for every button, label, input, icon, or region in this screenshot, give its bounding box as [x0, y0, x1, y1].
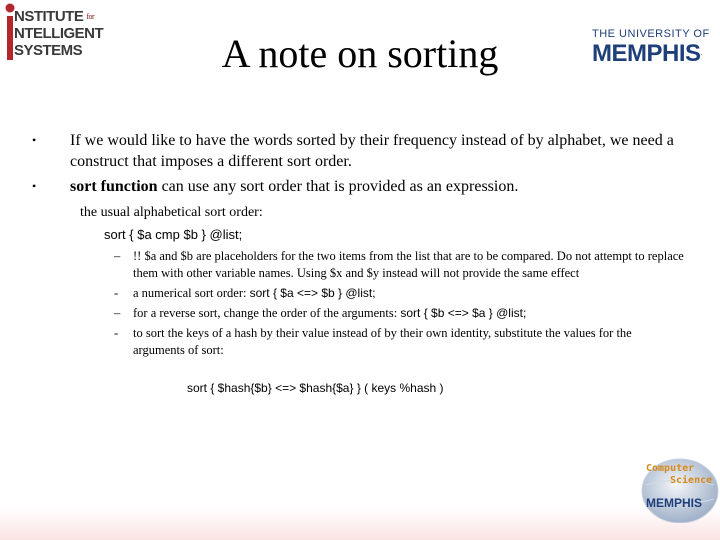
code-numerical-sort: sort { $a <=> $b } @list;: [249, 286, 376, 300]
sub-item-placeholders: [114, 248, 684, 282]
bullet-text: can use any sort order that is provided as an expression.: [157, 178, 519, 195]
bullet-bold-term: sort function: [70, 178, 158, 195]
sub-item-marker: -: [114, 286, 119, 300]
sub-item-text: to sort the keys of a hash by their value instead of by their own identity, substitute the values for the arguments of sort:: [133, 326, 632, 357]
page-title: A note on sorting: [221, 31, 499, 76]
sub-item-marker: –: [114, 306, 121, 320]
sub-item-text: !! $a and $b are placeholders for the two items from the list that are to be compared. Do not attempt to replace them with other variable names. Using $x and $y instead will not provide the same effect: [133, 249, 684, 280]
sub-item-text: for a reverse sort, change the order of the arguments:: [133, 306, 401, 320]
bullet-marker: •: [32, 179, 37, 193]
computer-science-badge: Computer Science MEMPHIS: [640, 455, 720, 523]
institute-logo: [2, 0, 112, 70]
bullet-list: [32, 130, 692, 201]
sub-item-hash: [114, 325, 684, 359]
bullet-text: If we would like to have the words sorted by their frequency instead of by alphabet, we need a construct that imposes a different sort order.: [70, 132, 674, 170]
university-of-memphis-logo: THE UNIVERSITY OF MEMPHIS.: [592, 28, 710, 67]
code-usual-sort: sort { $a cmp $b } @list;: [104, 227, 243, 242]
sub-item-marker: –: [114, 249, 121, 263]
sub-list: [114, 248, 684, 362]
sort-intro-text: the usual alphabetical sort order:: [80, 205, 263, 220]
sub-item-numerical: [114, 285, 684, 302]
institute-logo-text: NSTITUTE $^{for}$ NTELLIGENT SYSTEMS: [14, 8, 104, 59]
sub-item-text: a numerical sort order:: [133, 286, 250, 300]
sub-item-marker: -: [114, 326, 119, 340]
bullet-item-1: [32, 130, 692, 172]
code-reverse-sort: sort { $b <=> $a } @list;: [400, 306, 527, 320]
sub-item-reverse: [114, 305, 684, 322]
code-hash-sort: sort { $hash{$b} <=> $hash{$a} } ( keys %hash ): [187, 381, 444, 395]
bullet-marker: •: [32, 133, 37, 147]
bullet-item-2: [32, 176, 692, 197]
